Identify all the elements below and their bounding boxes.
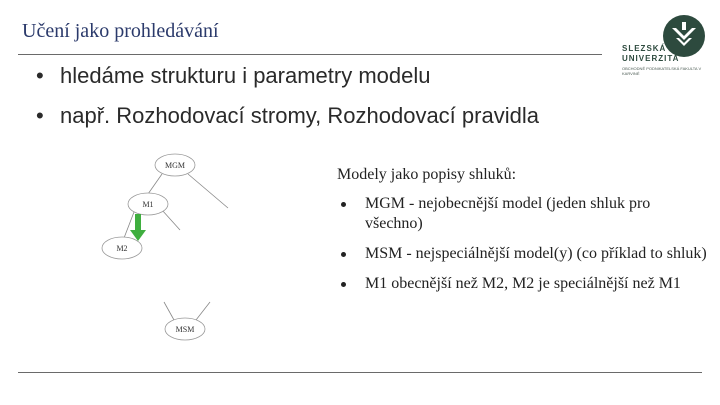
- main-bullet-list: [36, 62, 539, 142]
- edge-msm-left: [164, 302, 174, 320]
- diagram-caption-heading: Modely jako popisy shluků:: [337, 166, 517, 183]
- bullet-marker: •: [36, 63, 44, 88]
- description-text: M1 obecnější než M2, M2 je speciálnější než M1: [365, 275, 681, 292]
- sub-bullet-marker: [341, 282, 346, 287]
- slide-title: Učení jako prohledávání: [22, 20, 219, 42]
- edge-m1-right: [162, 210, 180, 230]
- model-description-list: [337, 194, 707, 304]
- bullet-item: [36, 62, 539, 102]
- edge-mgm-m1: [148, 174, 162, 194]
- logo-text-line1: SLEZSKÁ: [622, 44, 667, 53]
- sub-bullet-marker: [341, 202, 346, 207]
- description-item: [337, 274, 707, 294]
- description-text: MSM - nejspeciálnější model(y) (co příklad to shluk): [365, 245, 707, 262]
- node-label-msm: MSM: [175, 325, 195, 334]
- node-label-m1: M1: [142, 200, 154, 209]
- logo-emblem-icon: [662, 14, 706, 58]
- model-hierarchy-diagram: [100, 148, 330, 358]
- node-label-m2: M2: [116, 244, 128, 253]
- footer-divider: [18, 372, 702, 373]
- edge-msm-right: [196, 302, 210, 320]
- bullet-text: hledáme strukturu i parametry modelu: [60, 63, 431, 88]
- edge-m1-m2: [124, 212, 134, 238]
- logo-text-line2: UNIVERZITA: [622, 54, 680, 63]
- description-text: MGM - nejobecnější model (jeden shluk pro všechno): [365, 195, 651, 232]
- edge-mgm-right: [188, 174, 228, 208]
- bullet-text: např. Rozhodovací stromy, Rozhodovací pravidla: [60, 103, 539, 128]
- bullet-marker: •: [36, 103, 44, 128]
- sub-bullet-marker: [341, 252, 346, 257]
- node-label-mgm: MGM: [164, 161, 186, 170]
- description-item: [337, 194, 707, 234]
- title-divider: [18, 54, 602, 55]
- description-item: [337, 244, 707, 264]
- specialization-arrow-icon: [130, 214, 146, 241]
- university-logo: [622, 14, 708, 84]
- bullet-item: [36, 102, 539, 142]
- logo-subtitle: OBCHODNĚ PODNIKATELSKÁ FAKULTA V KARVINÉ: [622, 66, 702, 76]
